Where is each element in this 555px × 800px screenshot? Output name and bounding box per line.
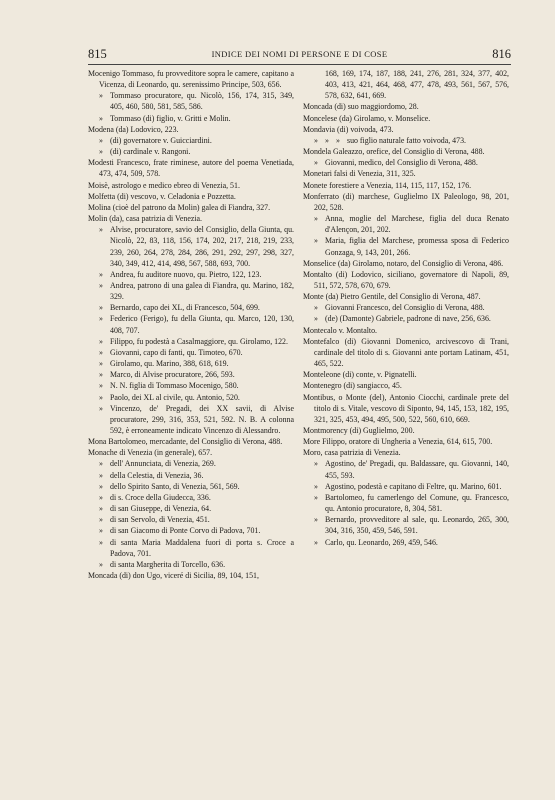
- ditto-mark: »: [99, 481, 103, 491]
- index-entry-text: Montibus, o Monte (del), Antonio Ciocchi, cardinale prete del titolo di s. Vitale, vescovo di Siponto, 94, 145, 153, 182, 195, 321, 325, 453, 494, 495, 500, 522, 560, 610, 669.: [303, 392, 509, 424]
- ditto-mark: »: [99, 403, 103, 413]
- index-entry-text: di san Giuseppe, di Venezia, 64.: [110, 504, 212, 514]
- index-entry-text: Federico (Ferigo), fu della Giunta, qu. Marco, 120, 130, 408, 707.: [110, 314, 294, 335]
- index-entry: [303, 514, 509, 536]
- index-entry-text: Monte (da) Pietro Gentile, del Consiglio di Verona, 487.: [303, 292, 481, 302]
- ditto-mark: »: [314, 537, 318, 547]
- index-entry-text: (di) governatore v. Guicciardini.: [110, 135, 212, 145]
- index-entry-text: Andrea, fu auditore nuovo, qu. Pietro, 122, 123.: [110, 269, 262, 279]
- index-entry: [88, 180, 294, 191]
- index-entry: [303, 101, 509, 112]
- index-entry: [303, 458, 509, 480]
- ditto-mark: »: [314, 481, 318, 491]
- index-entry: [88, 90, 294, 112]
- index-entry-text: Moncada (di) suo maggiordomo, 28.: [303, 102, 419, 112]
- index-entry: [88, 135, 294, 146]
- index-entry-text: Montefalco (di) Giovanni Domenico, arcivescovo di Trani, cardinale del titolo di s. Giovanni ante portam Latinam, 451, 465, 522.: [303, 336, 509, 369]
- ditto-mark: »: [99, 303, 103, 313]
- ditto-mark: »: [314, 515, 318, 525]
- index-entry-text: di san Giacomo di Ponte Corvo di Padova, 701.: [110, 526, 261, 536]
- index-entry-text: Tommaso (di) figlio, v. Gritti e Molin.: [110, 113, 231, 123]
- index-entry-text: Vincenzo, de' Pregadi, dei XX savii, di Alvise procuratore, 299, 316, 353, 521, 592. N. B. A colonna 592, è erroneamente indicato Vincenzo di Alessandro.: [110, 403, 294, 435]
- index-entry-text: Mondela Galeazzo, orefice, del Consiglio di Verona, 488.: [303, 147, 485, 157]
- running-header: [88, 47, 511, 61]
- ditto-mark: »: [314, 314, 318, 324]
- ditto-mark: »: [314, 236, 318, 246]
- index-entry-text: Agostino, de' Pregadi, qu. Baldassare, qu. Giovanni, 140, 455, 593.: [325, 459, 509, 480]
- index-entry: [88, 157, 294, 179]
- index-entry-text: Giovanni, medico, del Consiglio di Verona, 488.: [325, 158, 478, 168]
- index-entry-text: della Celestia, di Venezia, 36.: [110, 470, 204, 480]
- index-entry: [303, 537, 509, 548]
- index-entry-text: di santa Maria Maddalena fuori di porta s. Croce a Padova, 701.: [110, 537, 294, 558]
- ditto-mark: »: [99, 470, 103, 480]
- index-entry-text: Monete forestiere a Venezia, 114, 115, 117, 152, 176.: [303, 180, 472, 190]
- index-entry: [88, 514, 294, 525]
- index-entry: [88, 525, 294, 536]
- index-entry-text: (di) cardinale v. Rangoni.: [110, 147, 191, 157]
- index-entry-text: suo figlio naturale fatto voivoda, 473.: [347, 135, 466, 145]
- index-entry: [88, 380, 294, 391]
- page-number-right: 816: [492, 47, 511, 61]
- index-entry-text: Giovanni, capo di fanti, qu. Timoteo, 670.: [110, 347, 243, 357]
- index-entry-text: Moro, casa patrizia di Venezia.: [303, 448, 401, 458]
- ditto-mark: »: [336, 135, 340, 145]
- index-entry-text: Molfetta (di) vescovo, v. Celadonia e Pozzetta.: [88, 191, 236, 201]
- index-entry: [88, 213, 294, 224]
- index-entry: [303, 302, 509, 313]
- index-entry-text: Paolo, dei XL al civile, qu. Antonio, 520.: [110, 392, 240, 402]
- index-entry: [303, 180, 509, 191]
- index-entry: [88, 302, 294, 313]
- index-entry-text: Monache di Venezia (in generale), 657.: [88, 448, 213, 458]
- index-entry-text: Agostino, podestà e capitano di Feltre, qu. Marino, 601.: [325, 481, 502, 491]
- ditto-mark: »: [99, 381, 103, 391]
- index-entry-text: Monferrato (di) marchese, Guglielmo IX Paleologo, 98, 201, 202, 528.: [303, 191, 509, 212]
- index-entry: [303, 269, 509, 291]
- index-entry: [88, 447, 294, 458]
- ditto-mark: »: [99, 113, 103, 123]
- index-entry: [303, 369, 509, 380]
- index-entry: [88, 559, 294, 570]
- index-entry-text: Montecalo v. Montalto.: [303, 325, 377, 335]
- running-title: INDICE DEI NOMI DI PERSONE E DI COSE: [211, 49, 388, 59]
- ditto-mark: »: [99, 336, 103, 346]
- index-entry-text: Bernardo, capo dei XL, di Francesco, 504, 699.: [110, 303, 260, 313]
- index-entry: [303, 168, 509, 179]
- index-entry-text: Andrea, patrono di una galea di Fiandra, qu. Marino, 182, 329.: [110, 280, 294, 302]
- ditto-mark: »: [99, 492, 103, 502]
- index-entry: [88, 124, 294, 135]
- index-entry: [88, 358, 294, 369]
- index-entry-text: Montmorency (di) Guglielmo, 200.: [303, 426, 415, 435]
- ditto-mark: »: [99, 280, 103, 290]
- index-entry: [88, 392, 294, 403]
- index-entry-text: Carlo, qu. Leonardo, 269, 459, 546.: [325, 537, 438, 547]
- index-entry-text: Molina (cioè del patrono da Molin) galea di Fiandra, 327.: [88, 202, 271, 212]
- ditto-mark: »: [99, 559, 103, 569]
- index-entry-text: Maria, figlia del Marchese, promessa sposa di Federico Gonzaga, 9, 143, 201, 266.: [325, 236, 509, 257]
- index-entry: [88, 224, 294, 269]
- ditto-mark: »: [99, 515, 103, 525]
- index-entry: [88, 403, 294, 436]
- index-entry: [303, 68, 509, 101]
- index-entry-text: di san Servolo, di Venezia, 451.: [110, 515, 210, 525]
- ditto-mark: »: [314, 303, 318, 313]
- index-entry-text: Bartolomeo, fu camerlengo del Comune, qu. Francesco, qu. Antonio procuratore, 8, 304, 581.: [325, 492, 509, 514]
- index-entry: [303, 447, 509, 458]
- ditto-mark: »: [314, 158, 318, 168]
- index-entry: [303, 135, 509, 146]
- index-entry: [88, 280, 294, 302]
- index-entry: [88, 369, 294, 380]
- index-entry-text: Anna, moglie del Marchese, figlia del duca Renato d'Alençon, 201, 202.: [325, 214, 509, 235]
- ditto-mark: »: [325, 135, 329, 145]
- index-entry-text: dell' Annunciata, di Venezia, 269.: [110, 459, 216, 469]
- ditto-mark: »: [99, 147, 103, 157]
- ditto-mark: »: [99, 537, 103, 547]
- ditto-mark: »: [314, 459, 318, 469]
- index-entry-text: Montalto (di) Lodovico, siciliano, governatore di Napoli, 89, 511, 572, 578, 670, 679.: [303, 269, 509, 290]
- index-entry-text: Tommaso procuratore, qu. Nicolò, 156, 174, 315, 349, 405, 460, 580, 581, 585, 586.: [110, 91, 294, 112]
- index-entry: [88, 458, 294, 469]
- index-entry: [88, 336, 294, 347]
- index-entry: [88, 202, 294, 213]
- index-entry-text: Bernardo, provveditore al sale, qu. Leonardo, 265, 300, 304, 316, 350, 459, 546, 591.: [325, 515, 509, 536]
- index-entry-text: 168, 169, 174, 187, 188, 241, 276, 281, 324, 377, 402, 403, 413, 421, 464, 468, 477, 478, 493, 561, 567, 576, 578, 632, 641, 669.: [325, 69, 509, 101]
- index-entry-text: Mona Bartolomeo, mercadante, del Consiglio di Verona, 488.: [88, 437, 283, 447]
- index-entry: [303, 146, 509, 157]
- index-entry: [88, 570, 294, 581]
- index-entry-text: Modena (da) Lodovico, 223.: [88, 124, 179, 134]
- header-rule: [88, 64, 511, 65]
- index-entry: [303, 113, 509, 124]
- index-entry: [303, 124, 509, 135]
- index-entry-text: Mocenigo Tommaso, fu provveditore sopra le camere, capitano a Vicenza, di Leonardo, qu. serenissimo Principe, 503, 656.: [88, 69, 294, 90]
- page-number-left: 815: [88, 47, 107, 61]
- index-entry: [303, 157, 509, 168]
- index-entry: [303, 313, 509, 324]
- index-entry: [303, 492, 509, 514]
- index-entry: [88, 191, 294, 202]
- ditto-mark: »: [99, 359, 103, 369]
- index-entry: [88, 492, 294, 503]
- index-entry: [303, 481, 509, 492]
- index-entry-text: Filippo, fu podestà a Casalmaggiore, qu. Girolamo, 122.: [110, 336, 288, 346]
- index-entry: [88, 113, 294, 124]
- index-entry-text: Monetari falsi di Venezia, 311, 325.: [303, 169, 416, 179]
- index-entry-text: dello Spirito Santo, di Venezia, 561, 569.: [110, 481, 240, 491]
- ditto-mark: »: [99, 135, 103, 145]
- index-entry: [88, 481, 294, 492]
- index-entry: [303, 191, 509, 213]
- index-entry-text: Moncelese (da) Girolamo, v. Monselice.: [303, 113, 431, 123]
- index-entry: [303, 436, 509, 447]
- index-entry-text: Moisè, astrologo e medico ebreo di Venezia, 51.: [88, 180, 240, 190]
- index-entry-text: Modesti Francesco, frate riminese, autore del poema Venetiada, 473, 474, 509, 578.: [88, 158, 294, 179]
- index-entry-text: Montenegro (di) sangiacco, 45.: [303, 381, 402, 391]
- index-entry: [88, 347, 294, 358]
- ditto-mark: »: [99, 526, 103, 536]
- index-entry-text: Monselice (da) Girolamo, notaro, del Consiglio di Verona, 486.: [303, 258, 504, 268]
- index-entry: [88, 503, 294, 514]
- ditto-mark: »: [99, 459, 103, 469]
- index-entry: [88, 537, 294, 559]
- index-entry-text: di santa Margherita di Torcello, 636.: [110, 559, 226, 569]
- index-entry: [303, 258, 509, 269]
- index-entry: [88, 313, 294, 335]
- index-entry: [88, 470, 294, 481]
- index-entry-text: Monteleone (di) conte, v. Pignatelli.: [303, 370, 417, 380]
- index-entry-text: Giovanni Francesco, del Consiglio di Verona, 488.: [325, 303, 485, 313]
- ditto-mark: »: [99, 392, 103, 402]
- ditto-mark: »: [99, 91, 103, 101]
- left-column: [88, 68, 294, 581]
- index-entry-text: di s. Croce della Giudecca, 336.: [110, 492, 211, 502]
- index-entry-text: Molin (da), casa patrizia di Venezia.: [88, 214, 203, 224]
- index-entry: [303, 380, 509, 391]
- right-column: [303, 68, 509, 548]
- index-entry-text: (de) (Damonte) Gabriele, padrone di nave, 256, 636.: [325, 314, 491, 324]
- index-entry: [88, 68, 294, 90]
- index-entry: [88, 269, 294, 280]
- index-entry: [303, 325, 509, 336]
- index-entry-text: Alvise, procuratore, savio del Consiglio, della Giunta, qu. Nicolò, 22, 83, 118, 156, 174, 202, 217, 218, 219, 233, 239, 260, 264, 278, 284, 286, 291, 292, 297, 298, 327, 340, 349, 412, 414, 498, 567, 588, 693, 700.: [110, 225, 294, 268]
- index-entry: [303, 235, 509, 257]
- ditto-mark: »: [99, 314, 103, 324]
- index-entry: [303, 392, 509, 425]
- index-entry: [88, 436, 294, 447]
- index-entry-text: Girolamo, qu. Marino, 388, 618, 619.: [110, 359, 229, 369]
- ditto-mark: »: [99, 504, 103, 514]
- index-entry: [88, 146, 294, 157]
- index-entry-text: N. N. figlia di Tommaso Mocenigo, 580.: [110, 381, 239, 391]
- ditto-mark: »: [314, 492, 318, 502]
- ditto-mark: »: [314, 214, 318, 224]
- index-entry-text: More Filippo, oratore di Ungheria a Venezia, 614, 615, 700.: [303, 437, 493, 447]
- index-entry: [303, 425, 509, 436]
- index-entry-text: Mondavia (di) voivoda, 473.: [303, 124, 394, 134]
- ditto-mark: »: [99, 225, 103, 235]
- ditto-mark: »: [99, 269, 103, 279]
- index-entry-text: Moncada (di) don Ugo, viceré di Sicilia, 89, 104, 151,: [88, 571, 259, 581]
- index-entry: [303, 291, 509, 302]
- ditto-mark: »: [314, 135, 318, 145]
- index-entry: [303, 336, 509, 369]
- index-entry-text: Marco, di Alvise procuratore, 266, 593.: [110, 370, 235, 380]
- index-entry: [303, 213, 509, 235]
- ditto-mark: »: [99, 370, 103, 380]
- ditto-mark: »: [99, 347, 103, 357]
